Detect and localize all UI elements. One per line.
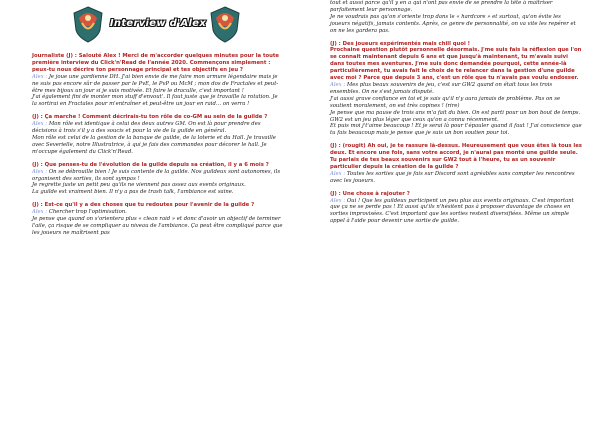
qa-intro [32, 53, 284, 108]
answer-text: Et puis moi j't'aime beaucoup ! Et je serai là pour t'épauler quand il faut ! J'ai conscience que tu fais beaucoup mais je pense que je suis un bon soutien pour toi. [330, 123, 582, 137]
speaker-journalist: (J) : [32, 202, 43, 209]
question-text: Que penses-tu de l'évolution de la guilde depuis sa création, il y a 6 mois ? [44, 161, 269, 168]
question-text: Ça marche ! Comment décrirais-tu ton rôle de co-GM au sein de la guilde ? [44, 114, 268, 121]
answer-text: La guilde est vraiment bien. Il n'y a pas de trash talk, l'ambiance est saine. [32, 189, 234, 196]
answer [32, 121, 284, 135]
speaker-journalist: (J) : [330, 40, 341, 47]
answer [32, 169, 284, 183]
header [32, 0, 284, 48]
guild-emblem-icon [70, 4, 106, 44]
answer [330, 82, 582, 96]
answer-text: Je ne voudrais pas qu'on s'oriente trop dans le « hardcore » et surtout, qu'on évite les joueurs négatifs, jamais contents. Après, ce genre de personnalité, on va vite les repérer et on ne les gardera pas. [330, 13, 576, 34]
qa-personal [330, 41, 582, 138]
speaker-alex: Alex : [32, 209, 48, 216]
speaker-alex: Alex : [330, 197, 346, 204]
question-text: Tu parlais de tes beaux souvenirs sur GW2 tout à l'heure, tu as un souvenir particulier depuis la création de la guilde ? [330, 157, 556, 170]
qa-final [330, 191, 582, 226]
answer-text: J'ai également fini de monter mon stuff d'envout'. Il faut juste que je travaille la rotation. Je la sortirai en Fractales pour m'entraîner et peut-être un jour en raid… on verra ! [32, 94, 278, 108]
qa-evolution [32, 162, 284, 197]
question [330, 191, 582, 198]
answer-text: Je pense que quand on s'orientera plus « clean raid » et donc d'avoir un objectif de terminer l'aile, ça risque de se compliquer au niveau de l'ambiance. Ça peut être compliqué parce que les joueurs ne maîtrisent pas [32, 216, 283, 236]
question-text: Salouté Alex ! Merci de m'accorder quelques minutes pour la toute première interview du Click'n'Read de l'année 2020. Commençons simplement : peux-tu nous décrire ton personnage principal et tes objectifs en jeu ? [32, 53, 280, 73]
question-text: Est-ce qu'il y a des choses que tu redoutes pour l'avenir de la guilde ? [44, 202, 255, 209]
answer-text: Toutes les sorties que je fais sur Discord sont agréables sans compter les rencontres avec les joueurs. [330, 170, 575, 184]
answer-text: Mes plus beaux souvenirs de jeu, c'est sur GW2 quand on était tous les trois ensembles. On ne s'est jamais disputé. [330, 81, 553, 95]
question [330, 143, 582, 157]
answer-text: Mon rôle est celui de la gestion de la banque de guilde, de la loterie et du Hall. Je travaille avec Severielle, notre Illustratrice, à qui je fais des commandes pour décorer le hall. Je m'occupe également du Click'n'Read. [32, 134, 276, 155]
guild-emblem-icon [207, 4, 243, 44]
answer [330, 198, 582, 226]
answer-text: Je joue une gardienne DH. J'ai bien envie de me faire mon armure légendaire mais je ne suis pas encore sûr de passer par le PvE, le PvP ou McM ; mon dos de Fractales et peut-être mes bijoux un jour si je suis motivée. Et faire le draculle, c'est important ! [32, 73, 279, 94]
question [32, 202, 284, 209]
qa-future [32, 202, 284, 237]
question-text: (rougit) Ah oui, je te rassure là-dessus. Heureusement que vous êtes là tous les deux. Et encore une fois, sans votre accord, je n'aurai pas monté une guilde seule. [330, 143, 582, 157]
answer-text: Je regrette juste un petit peu qu'ils ne viennent pas assez aux events originaux. [32, 182, 246, 189]
question [32, 162, 284, 169]
speaker-journalist: (J) : [32, 114, 43, 121]
answer-text: Je pense que ma pause de trois ans m'a fait du bien. On est parti pour un bon bout de temps. GW2 est un jeu plus léger que ceux qu'on a connu récemment. [330, 109, 581, 123]
speaker-alex: Alex : [32, 168, 48, 175]
qa-memories [330, 143, 582, 184]
answer-text: Chercher trop l'optimisation. [48, 209, 127, 216]
qa-future-continued [330, 0, 582, 35]
question-text: Une chose à rajouter ? [342, 190, 410, 197]
speaker-alex: Alex : [32, 73, 48, 80]
question-text: Prochaine question plutôt personnelle désormais. J'me suis fais la réflexion que l'on se connait maintenant depuis 6 ans et que jusqu'à maintenant, tu m'avais suivi dans toutes mes aventures. J'me suis donc demandée pourquoi, cette année-là particulièrement, tu avais fait le choix de te relancer dans la gestion d'une guilde avec moi ? Parce que depuis 3 ans, c'est un rôle que tu n'avais pas voulu endosser. [330, 47, 582, 82]
left-column [32, 0, 284, 243]
speaker-journalist: (J) : [330, 143, 341, 150]
answer-text: Oui ! Que les guildeux participent un peu plus aux events originaux. C'est important que ça ne se perde pas ! Et aussi qu'ils n'hésitent pas à proposer davantage de choses en sorties improvisées. C'est important que les sorties restent diversifiées. Même un simple appel à l'aide pour devenir une sortie de guilde. [330, 197, 574, 225]
answer-text: Mon rôle est identique à celui des deux autres GM. On est là pour prendre des décisions à trois s'il y a des soucis et pour la vie de la guilde en général. [32, 121, 261, 135]
speaker-alex: Alex : [330, 170, 346, 177]
answer [330, 171, 582, 185]
speaker-journalist: Journaliste (J) : [32, 53, 77, 59]
question-text: Des joueurs expérimentés mais chill quoi ! [342, 40, 471, 47]
speaker-alex: Alex : [330, 81, 346, 88]
speaker-alex: Alex : [32, 121, 48, 128]
answer-text: J'ai aussi grave confiance en toi et je sais qu'il n'y aura jamais de problème. Pas on se soutient moralement, on est très copines ! (rire) [330, 95, 561, 109]
page-title: Interview d'Alex [109, 17, 207, 29]
answer [32, 209, 284, 216]
answer-text: On se débrouille bien ! Je suis contente de la guilde. Nos guildeux sont autonomes, ils organisent des sorties, ils sont sympas ! [32, 168, 281, 182]
answer [32, 74, 284, 95]
speaker-journalist: (J) : [330, 190, 341, 197]
right-column [330, 0, 582, 231]
speaker-journalist: (J) : [32, 161, 43, 168]
question [32, 53, 284, 74]
answer-text: tout et aussi parce qu'il y en a qui n'ont pas envie de se prendre la tête à maîtriser parfaitement leur personnage. [330, 0, 553, 13]
qa-role [32, 114, 284, 155]
